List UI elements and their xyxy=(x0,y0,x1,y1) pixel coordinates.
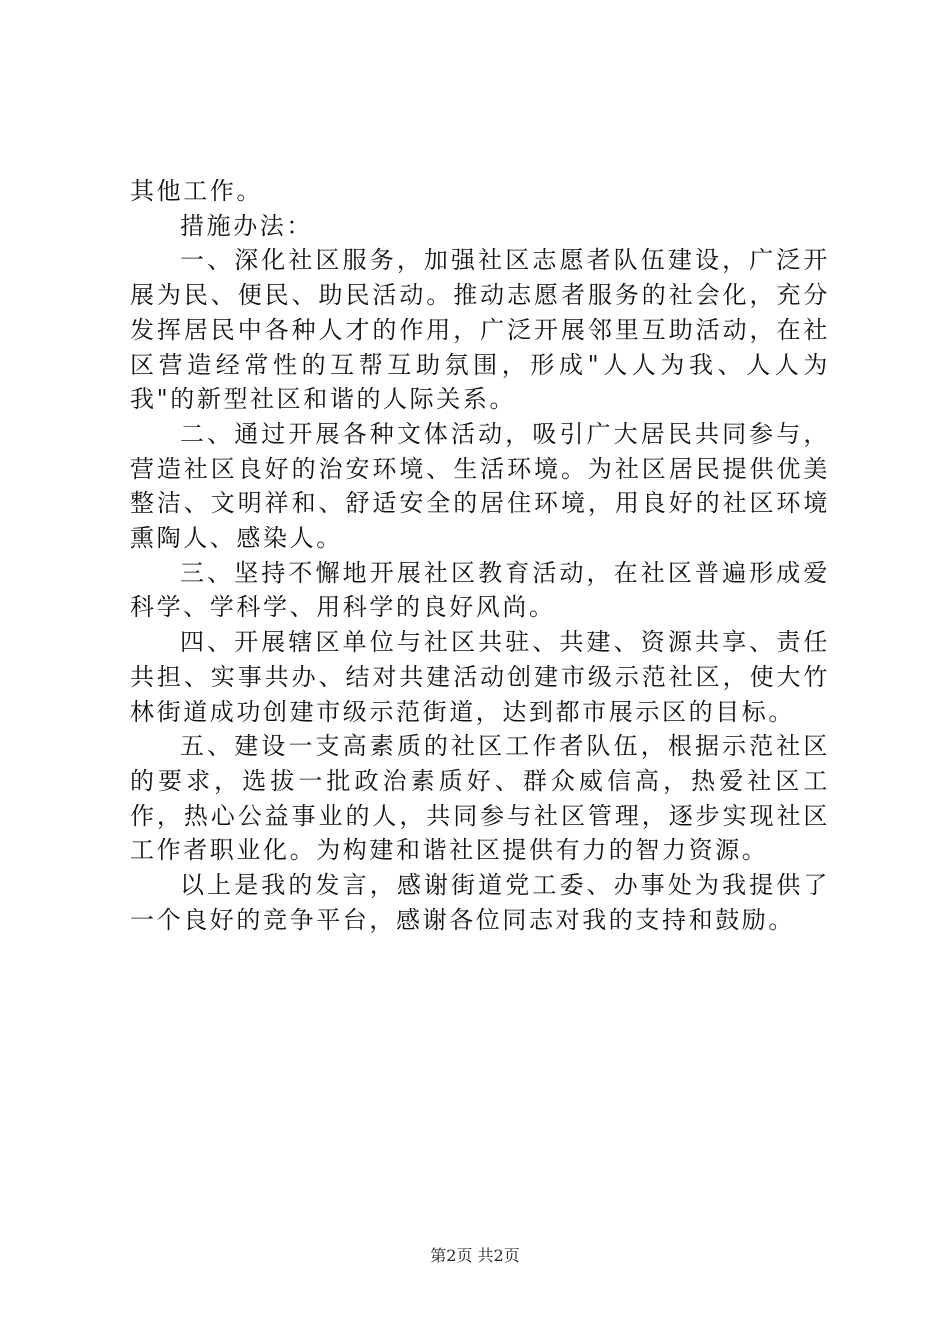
document-body xyxy=(130,174,830,937)
paragraph-measure-3: 三、坚持不懈地开展社区教育活动，在社区普遍形成爱科学、学科学、用科学的良好风尚。 xyxy=(130,558,830,622)
paragraph-measure-2: 二、通过开展各种文体活动，吸引广大居民共同参与，营造社区良好的治安环境、生活环境。为社区居民提供优美整洁、文明祥和、舒适安全的居住环境，用良好的社区环境熏陶人、感染人。 xyxy=(130,419,830,553)
paragraph-measures-heading: 措施办法： xyxy=(180,211,313,240)
paragraph-measure-4: 四、开展辖区单位与社区共驻、共建、资源共享、责任共担、实事共办、结对共建活动创建市级示范社区，使大竹林街道成功创建市级示范街道，达到都市展示区的目标。 xyxy=(130,628,830,726)
paragraph-measure-1: 一、深化社区服务，加强社区志愿者队伍建设，广泛开展为民、便民、助民活动。推动志愿者服务的社会化，充分发挥居民中各种人才的作用，广泛开展邻里互助活动，在社区营造经常性的互帮互助氛围，形成"人人为我、人人为我"的新型社区和谐的人际关系。 xyxy=(130,246,830,414)
page-number-footer: 第2页 共2页 xyxy=(430,1246,520,1265)
paragraph-continuation: 其他工作。 xyxy=(130,177,263,205)
paragraph-closing: 以上是我的发言，感谢街道党工委、办事处为我提供了一个良好的竞争平台，感谢各位同志对我的支持和鼓励。 xyxy=(130,871,830,934)
paragraph-measure-5: 五、建设一支高素质的社区工作者队伍，根据示范社区的要求，选拔一批政治素质好、群众威信高，热爱社区工作，热心公益事业的人，共同参与社区管理，逐步实现社区工作者职业化。为构建和谐社区提供有力的智力资源。 xyxy=(130,732,830,865)
